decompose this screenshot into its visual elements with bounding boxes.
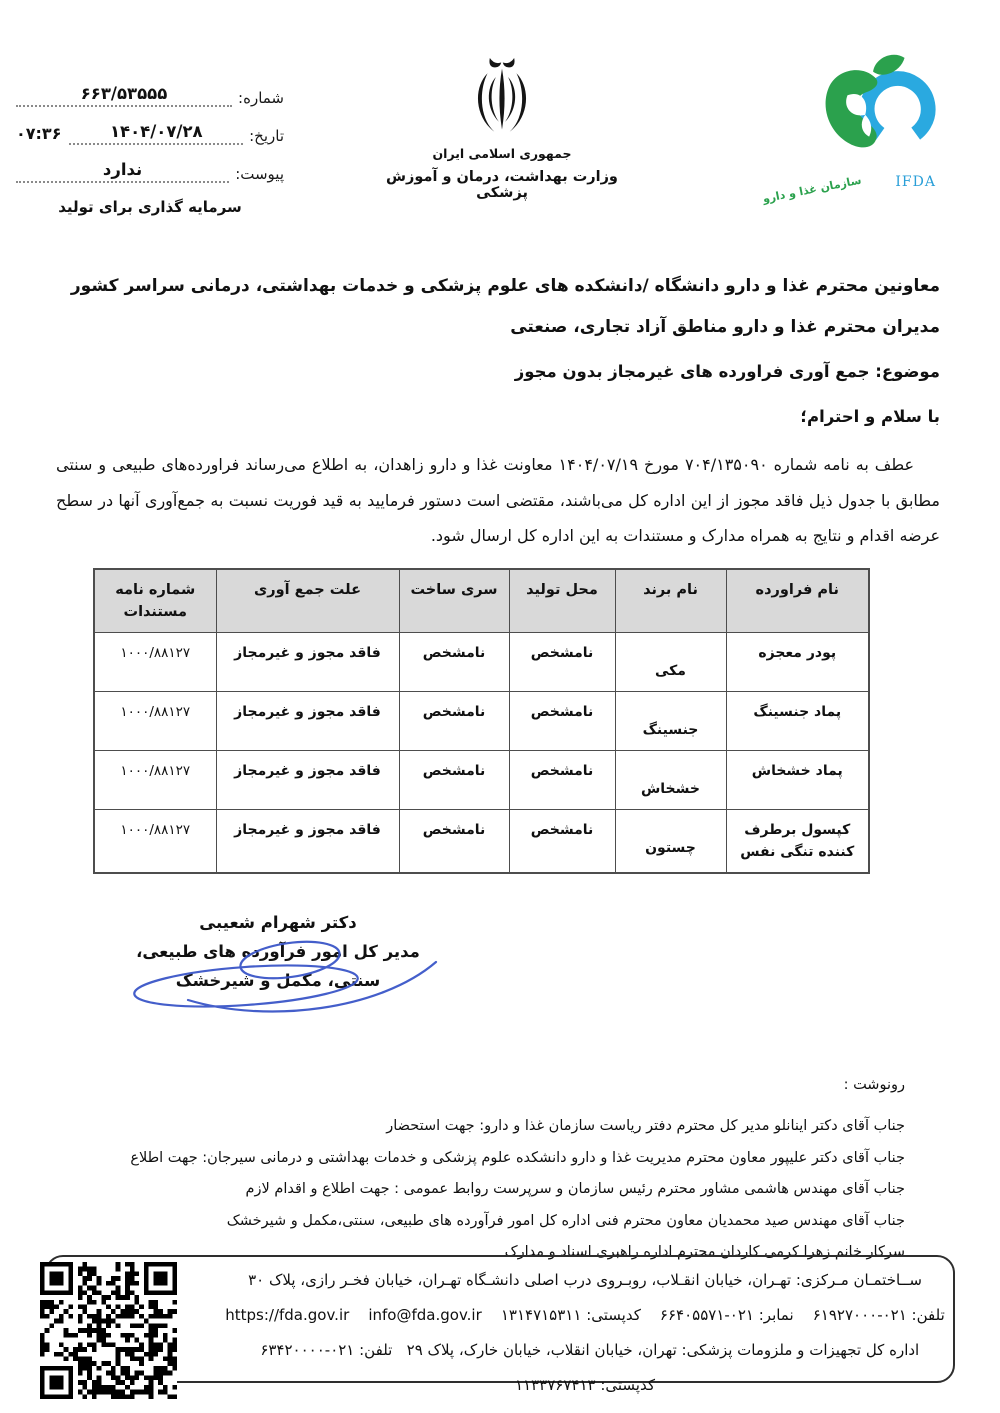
ministry-name: وزارت بهداشت، درمان و آموزش پزشکی [386, 169, 618, 201]
table-cell: نامشخص [509, 810, 615, 874]
table-header-cell: نام برند [615, 569, 726, 633]
table-cell: ۱۰۰۰/۸۸۱۲۷ [94, 692, 216, 751]
table-cell: کپسول برطرف کننده تنگی نفس [726, 810, 869, 874]
ifda-acronym: IFDA [895, 174, 936, 190]
table-cell: پماد خشخاش [726, 751, 869, 810]
signer-title: مدیر کل امور فرآورده های طبیعی، [136, 942, 420, 961]
table-cell: فاقد مجوز و غیرمجاز [216, 692, 399, 751]
table-header-cell: محل تولید [509, 569, 615, 633]
table-cell: نامشخص [509, 751, 615, 810]
table-cell: چستون [615, 810, 726, 874]
table-row [94, 810, 869, 874]
table-header [94, 569, 869, 633]
number-value: ۶۶۳/۵۳۵۵۵ [16, 84, 232, 107]
iran-emblem-icon [464, 125, 540, 144]
ifda-org-name: سازمان غذا و دارو [761, 173, 863, 206]
recipients [55, 266, 940, 348]
products-table [93, 568, 870, 874]
cc-item: جناب آقای مهندس صید محمدیان معاون محترم فنی اداره کل امور فرآورده های طبیعی، سنتی،مکمل و شیرخشک [226, 1212, 905, 1229]
number-label: شماره: [238, 89, 284, 107]
table-cell: پماد جنسینگ [726, 692, 869, 751]
footer-equipment-line: اداره کل تجهیزات و ملزومات پزشکی: تهران، خیابان انقلاب، خیابان خارک، پلاک ۲۹ تلفن: ۰۲۱-۶۳۴۲۰۰۰۰ کدپستی: ۱۱۳۳۷۶۷۴۱۳ [250, 1341, 920, 1394]
time-value: ۰۷:۳۶ [16, 124, 62, 143]
table-header-cell: علت جمع آوری [216, 569, 399, 633]
attachment-label: پیوست: [235, 165, 284, 183]
footer-address-line: ســاختمـان مـرکزی: تهـران، خیابان انقـلاب، روبـروی درب اصلی دانشـگاه تهـران، خیابان فخـر رازی، پلاک ۳۰ [248, 1271, 922, 1289]
footer-contact-info [225, 1263, 945, 1403]
table-cell: نامشخص [399, 633, 509, 692]
ministry-header [372, 52, 632, 201]
table-cell: ۱۰۰۰/۸۸۱۲۷ [94, 633, 216, 692]
table-header-cell: شماره نامه مستندات [94, 569, 216, 633]
subject-line: موضوع: جمع آوری فراورده های غیرمجاز بدون مجوز [514, 362, 940, 381]
signer-title: سنتی، مکمل و شیرخشک [175, 971, 381, 990]
table-cell: نامشخص [399, 692, 509, 751]
salutation: با سلام و احترام؛ [800, 407, 940, 426]
table-cell: فاقد مجوز و غیرمجاز [216, 751, 399, 810]
recipient-line: مدیران محترم غذا و دارو مناطق آزاد تجاری، صنعتی [510, 317, 940, 337]
table-row [94, 692, 869, 751]
footer-phones-line: تلفن: ۰۲۱-۶۱۹۲۷۰۰۰ نمابر: ۰۲۱-۶۶۴۰۵۵۷۱ کدپستی: ۱۳۱۴۷۱۵۳۱۱ https://fda.gov.ir info@fda.gov.ir [225, 1306, 945, 1324]
table-cell: مکی [615, 633, 726, 692]
table-cell: نامشخص [399, 810, 509, 874]
date-label: تاریخ: [249, 127, 284, 145]
letter-number-row [16, 84, 284, 107]
letter-body: عطف به نامه شماره ۷۰۴/۱۳۵۰۹۰ مورخ ۱۴۰۴/۰۷/۱۹ معاونت غذا و دارو زاهدان، به اطلاع می‌رساند فراورده‌های طبیعی و سنتی مطابق با جدول ذیل فاقد مجوز از این اداره کل می‌باشند، مقتضی است دستور فرمایید به قید فوریت نسبت به جمع‌آوری آنها در سطح عرضه اقدام و نتایج به همراه مدارک و مستندات به این اداره کل ارسال شود. [56, 455, 940, 545]
table-cell: فاقد مجوز و غیرمجاز [216, 633, 399, 692]
table-cell: ۱۰۰۰/۸۸۱۲۷ [94, 810, 216, 874]
table-cell: نامشخص [509, 633, 615, 692]
signer-name: دکتر شهرام شعیبی [199, 913, 357, 932]
attachment-value: ندارد [16, 160, 229, 183]
qr-code [40, 1262, 177, 1399]
cc-item: جناب آقای دکتر اینانلو مدیر کل محترم دفتر ریاست سازمان غذا و دارو: جهت استحضار [386, 1118, 905, 1134]
table-header-cell: سری ساخت [399, 569, 509, 633]
table-row [94, 751, 869, 810]
cc-item: جناب آقای مهندس هاشمی مشاور محترم رئیس سازمان و سرپرست روابط عمومی : جهت اطلاع و اقدام لازم [245, 1181, 905, 1197]
table-cell: جنسینگ [615, 692, 726, 751]
table-cell: نامشخص [399, 751, 509, 810]
letter-date-row [16, 122, 284, 145]
table-header-cell: نام فراورده [726, 569, 869, 633]
table-cell: خشخاش [615, 751, 726, 810]
ifda-logo-icon [761, 50, 954, 206]
cc-item: جناب آقای دکتر علیپور معاون محترم مدیریت غذا و دارو دانشکده علوم پزشکی و خدمات بهداشتی و درمانی سیرجان: جهت اطلاع [130, 1149, 905, 1166]
table-row [94, 633, 869, 692]
cc-section [55, 1077, 905, 1269]
cc-list [55, 1111, 905, 1269]
letter-attachment-row [16, 160, 284, 183]
cc-label: رونوشت : [843, 1077, 905, 1093]
date-value: ۱۴۰۴/۰۷/۲۸ [69, 122, 243, 145]
table-cell: نامشخص [509, 692, 615, 751]
letterhead-slogan: سرمایه گذاری برای تولید [58, 198, 242, 216]
recipient-line: معاونین محترم غذا و دارو دانشگاه /دانشکده های علوم پزشکی و خدمات بهداشتی، درمانی سراسر کشور [70, 276, 940, 296]
cc-item: سرکار خانم زهرا کرمی کاردان محترم اداره راهبری اسناد و مدارک [504, 1244, 905, 1260]
table-cell: ۱۰۰۰/۸۸۱۲۷ [94, 751, 216, 810]
table-cell: پودر معجزه [726, 633, 869, 692]
table-cell: فاقد مجوز و غیرمجاز [216, 810, 399, 874]
signature-block [118, 908, 438, 995]
country-name: جمهوری اسلامی ایران [432, 146, 572, 161]
letterhead-number-block [16, 84, 284, 216]
